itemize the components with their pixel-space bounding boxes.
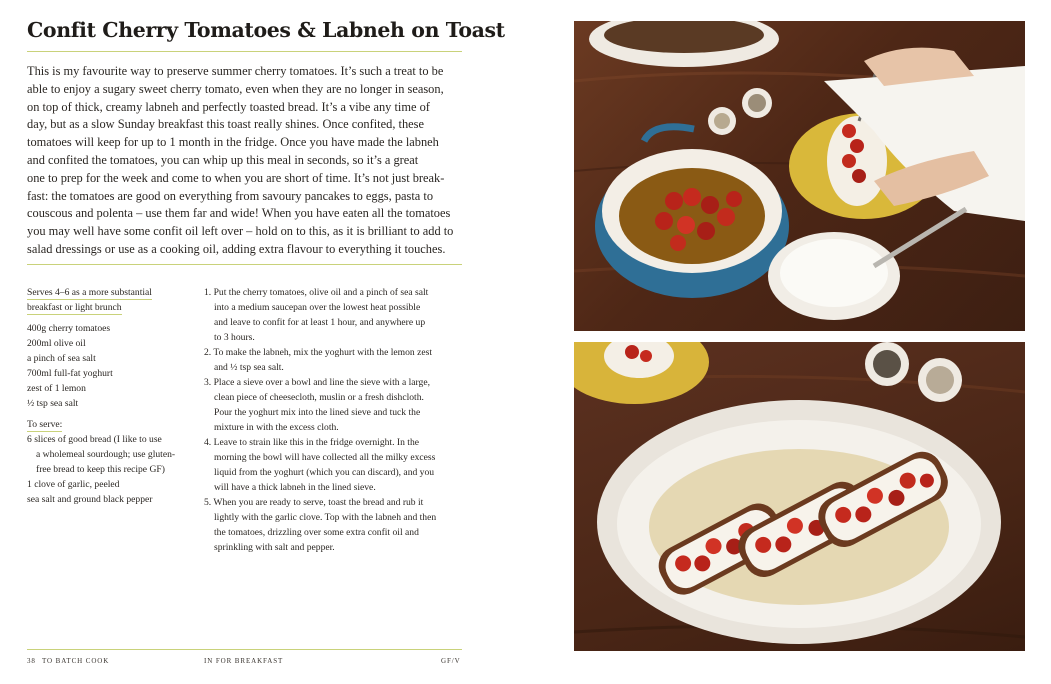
ingredients-list	[27, 285, 205, 507]
method-line: 4. Leave to strain like this in the fridge overnight. In the	[204, 437, 420, 448]
serve-item: a wholemeal sourdough; use gluten-	[36, 449, 176, 460]
intro-paragraph	[27, 63, 463, 259]
intro-line: This is my favourite way to preserve summer cherry tomatoes. It’s such a treat to be	[27, 64, 444, 78]
serve-item: 1 clove of garlic, peeled	[27, 479, 120, 490]
method-line: morning the bowl will have collected all the milky excess	[214, 452, 436, 463]
method-line: 5. When you are ready to serve, toast the bread and rub it	[204, 497, 424, 508]
method-line: will have a thick labneh in the lined sieve.	[214, 482, 376, 493]
serve-item: sea salt and ground black pepper	[27, 494, 153, 505]
method-line: 3. Place a sieve over a bowl and line the sieve with a large,	[204, 377, 430, 388]
intro-line: fast: the tomatoes are good on everything from savoury pancakes to eggs, pasta to	[27, 188, 434, 203]
ingredient-item: 700ml full-fat yoghurt	[27, 368, 113, 379]
intro-line: tomatoes will keep for up to 1 month in the fridge. Once you have made the labneh	[27, 135, 439, 150]
to-serve-heading	[27, 417, 205, 432]
serves-text-1: Serves 4–6 as a more substantial	[27, 287, 152, 298]
serve-item: free bread to keep this recipe GF)	[36, 464, 165, 475]
method-line: Pour the yoghurt mix into the lined sieve and tuck the	[214, 407, 421, 418]
to-serve-text: To serve:	[27, 419, 63, 430]
intro-line: one to prep for the week and come to when you are short of time. It’s not just break-	[27, 170, 445, 185]
method-line: lightly with the garlic clove. Top with the labneh and then	[214, 512, 437, 523]
method-line: 1. Put the cherry tomatoes, olive oil and a pinch of sea salt	[204, 287, 429, 298]
intro-rule	[27, 264, 462, 265]
ingredient-item: zest of 1 lemon	[27, 383, 86, 394]
footer-rule	[27, 649, 462, 650]
ingredient-item: ½ tsp sea salt	[27, 398, 79, 409]
photo-confit-pot-illustration	[574, 21, 1025, 331]
method-steps	[204, 285, 466, 555]
ingredient-item: 200ml olive oil	[27, 338, 86, 349]
book-section: TO BATCH COOK	[42, 657, 110, 665]
title-rule	[27, 51, 462, 52]
method-line: 2. To make the labneh, mix the yoghurt with the lemon zest	[204, 347, 433, 358]
method-line: liquid from the yoghurt (which you can discard), and you	[214, 467, 435, 478]
intro-line: day, but as a slow Sunday breakfast this toast really shines. Once confited, these	[27, 117, 424, 132]
intro-line: you may well have some confit oil left over – hold on to this, as it is brilliant to add to	[27, 224, 454, 239]
method-line: mixture in with the excess cloth.	[214, 422, 339, 433]
intro-line: on top of thick, creamy labneh and perfectly toasted bread. It’s a vibe any time of	[27, 99, 430, 114]
page-number: 38	[27, 657, 36, 665]
method-line: and leave to confit for at least 1 hour, and anywhere up	[214, 317, 426, 328]
serves-line	[27, 285, 205, 300]
ingredient-item: a pinch of sea salt	[27, 353, 96, 364]
method-line: to 3 hours.	[214, 332, 255, 343]
chapter-name: IN FOR BREAKFAST	[204, 657, 284, 665]
photo-toast-platter	[574, 342, 1025, 651]
method-line: the tomatoes, drizzling over some extra confit oil and	[214, 527, 419, 538]
method-line: clean piece of cheesecloth, muslin or a fresh dishcloth.	[214, 392, 424, 403]
photo-confit-pot	[574, 21, 1025, 331]
method-line: sprinkling with salt and pepper.	[214, 542, 335, 553]
intro-line: salad dressings or use as a cooking oil, adding extra flavour to everything it touches.	[27, 241, 446, 256]
left-page	[0, 0, 520, 684]
intro-line: able to enjoy a sugary sweet cherry tomato, even when they are no longer in season,	[27, 81, 444, 96]
intro-line: couscous and polenta – use them far and wide! When you have eaten all the tomatoes	[27, 206, 451, 221]
right-page	[520, 0, 1051, 684]
method-line: and ½ tsp sea salt.	[214, 362, 284, 373]
dietary-label: GF/V	[441, 657, 461, 665]
photo-toast-platter-illustration	[574, 342, 1025, 651]
serves-text-2: breakfast or light brunch	[27, 302, 122, 313]
ingredient-item: 400g cherry tomatoes	[27, 323, 111, 334]
serve-item: 6 slices of good bread (I like to use	[27, 434, 162, 445]
intro-line: and confited the tomatoes, you can whip up this meal in seconds, so it’s a great	[27, 152, 419, 167]
recipe-title: Confit Cherry Tomatoes & Labneh on Toast	[27, 18, 505, 42]
serves-line	[27, 300, 205, 315]
method-line: into a medium saucepan over the lowest heat possible	[214, 302, 421, 313]
